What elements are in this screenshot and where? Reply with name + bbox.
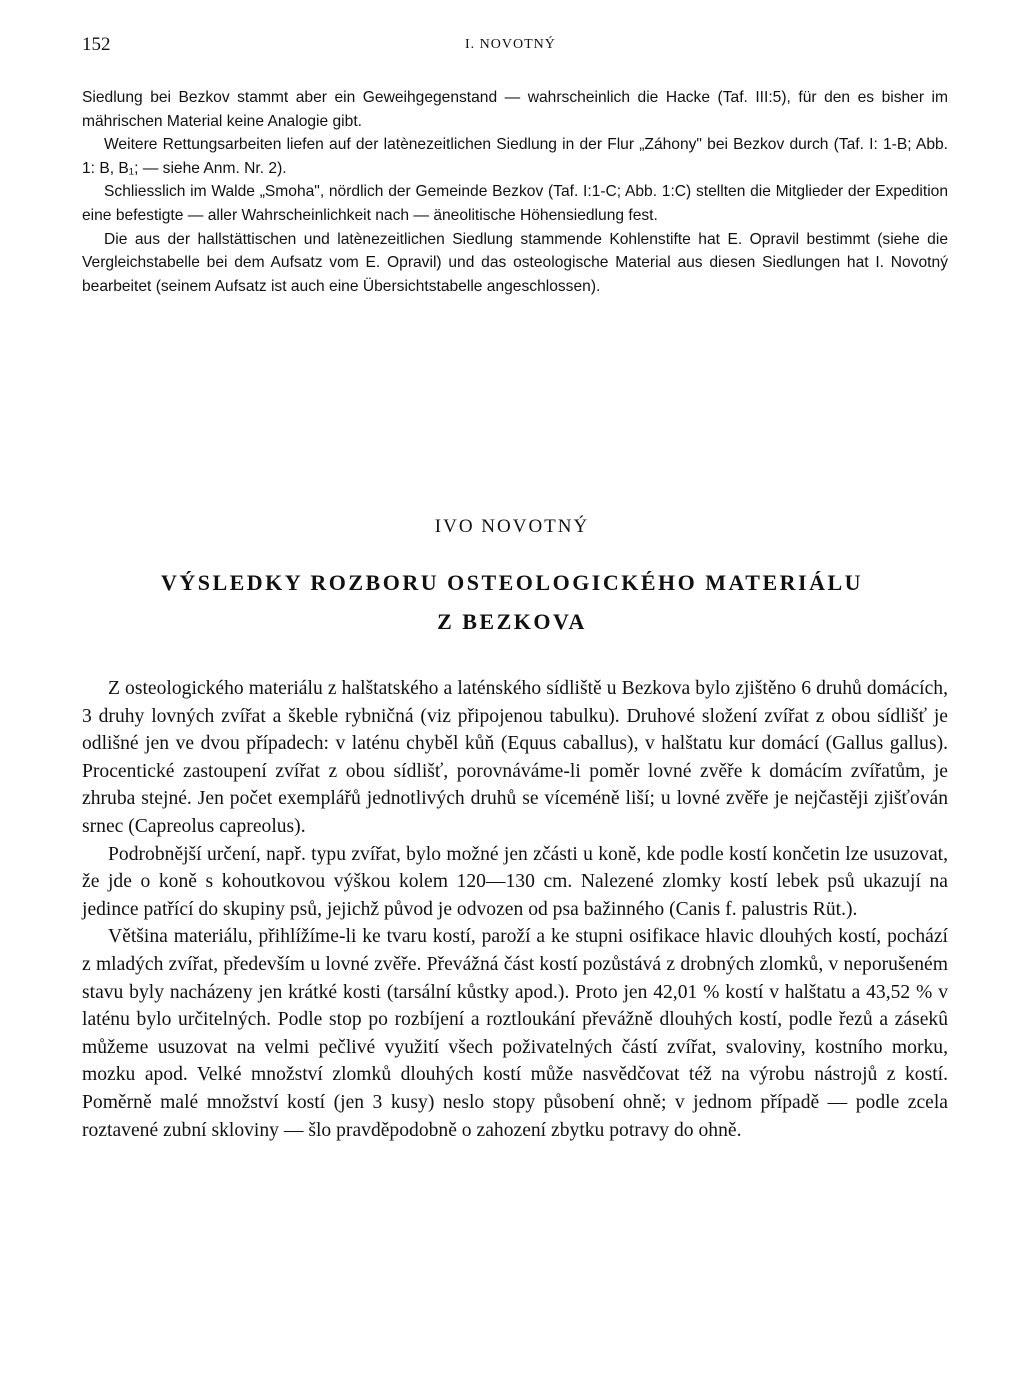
running-header — [82, 34, 948, 58]
running-title: I. NOVOTNÝ — [465, 37, 556, 52]
czech-paragraph-3: Většina materiálu, přihlížíme-li ke tvaru kostí, paroží a ke stupni osifikace hlavic dlouhých kostí, pochází z mladých zvířat, především u lovné zvěře. Převážná část kostí pozůstává z drobných zlomků, v neporušeném stavu byly nacházeny jen krátké kosti (tarsální kůstky apod.). Proto jen 42,01 % kostí v halštatu a 43,52 % v laténu bylo určitelných. Podle stop po rozbíjení a roztloukání převážně dlouhých kostí, podle řezů a zásekû můžeme usuzovat na velmi pečlivé využití všech poživatelných částí zvířat, svaloviny, kostního morku, mozku apod. Velké množství zlomků dlouhých kostí může nasvědčovat též na výrobu nástrojů z kostí. Poměrně malé množství kostí (jen 3 kusy) neslo stopy působení ohně; v jednom případě — podle zcela roztavené zubní skloviny — šlo pravděpodobně o zahození zbytku potravy do ohně. — [82, 926, 948, 1141]
article-title-line-2: Z BEZKOVA — [437, 609, 587, 634]
article-title — [0, 563, 1024, 641]
german-paragraph-1: Siedlung bei Bezkov stammt aber ein Geweihgegenstand — wahrscheinlich die Hacke (Taf. III:5), für den es bisher im mährischen Material keine Analogie gibt. — [82, 89, 948, 130]
article-author: IVO NOVOTNÝ — [434, 516, 590, 537]
german-paragraph-2: Weitere Rettungsarbeiten liefen auf der latènezeitlichen Siedlung in der Flur „Záhony" bei Bezkov durch (Taf. I: 1-B; Abb. 1: B, B₁; — siehe Anm. Nr. 2). — [82, 136, 948, 177]
czech-article-body — [82, 675, 948, 1144]
german-summary-section — [82, 86, 948, 298]
german-paragraph-4: Die aus der hallstättischen und latènezeitlichen Siedlung stammende Kohlenstifte hat E. Opravil bestimmt (siehe die Vergleichstabelle bei dem Aufsatz vom E. Opravil) und das osteologische Material aus diesen Siedlungen hat I. Novotný bearbeitet (seinem Aufsatz ist auch eine Übersichtstabelle angeschlossen). — [82, 230, 948, 295]
czech-paragraph-2: Podrobnější určení, např. typu zvířat, bylo možné jen zčásti u koně, kde podle kostí končetin lze usuzovat, že jde o koně s kohoutkovou výškou kolem 120—130 cm. Nalezené zlomky kostí lebek psů ukazují na jedince patřící do skupiny psů, jejichž původ je odvozen od psa bažinného (Canis f. palustris Rüt.). — [82, 843, 948, 920]
czech-paragraph-1: Z osteologického materiálu z halštatského a laténského sídliště u Bezkova bylo zjištěno 6 druhů domácích, 3 druhy lovných zvířat a škeble rybničná (viz připojenou tabulku). Druhové složení zvířat z obou sídlišť je odlišné jen ve dvou případech: v laténu chyběl kůň (Equus caballus), v halštatu kur domácí (Gallus gallus). Procentické zastoupení zvířat z obou sídlišť, porovnáváme-li poměr lovné zvěře k domácím zvířatům, je zhruba stejné. Jen počet exemplářů jednotlivých druhů se víceméně liší; u lovné zvěře je nejčastěji zjišťován srnec (Capreolus capreolus). — [82, 678, 948, 837]
page-number: 152 — [82, 34, 111, 55]
article-title-line-1: VÝSLEDKY ROZBORU OSTEOLOGICKÉHO MATERIÁLU — [160, 570, 864, 595]
german-paragraph-3: Schliesslich im Walde „Smoha", nördlich der Gemeinde Bezkov (Taf. I:1-C; Abb. 1:C) stellten die Mitglieder der Expedition eine befestigte — aller Wahrscheinlichkeit nach — äneolitische Höhensiedlung fest. — [82, 183, 948, 224]
